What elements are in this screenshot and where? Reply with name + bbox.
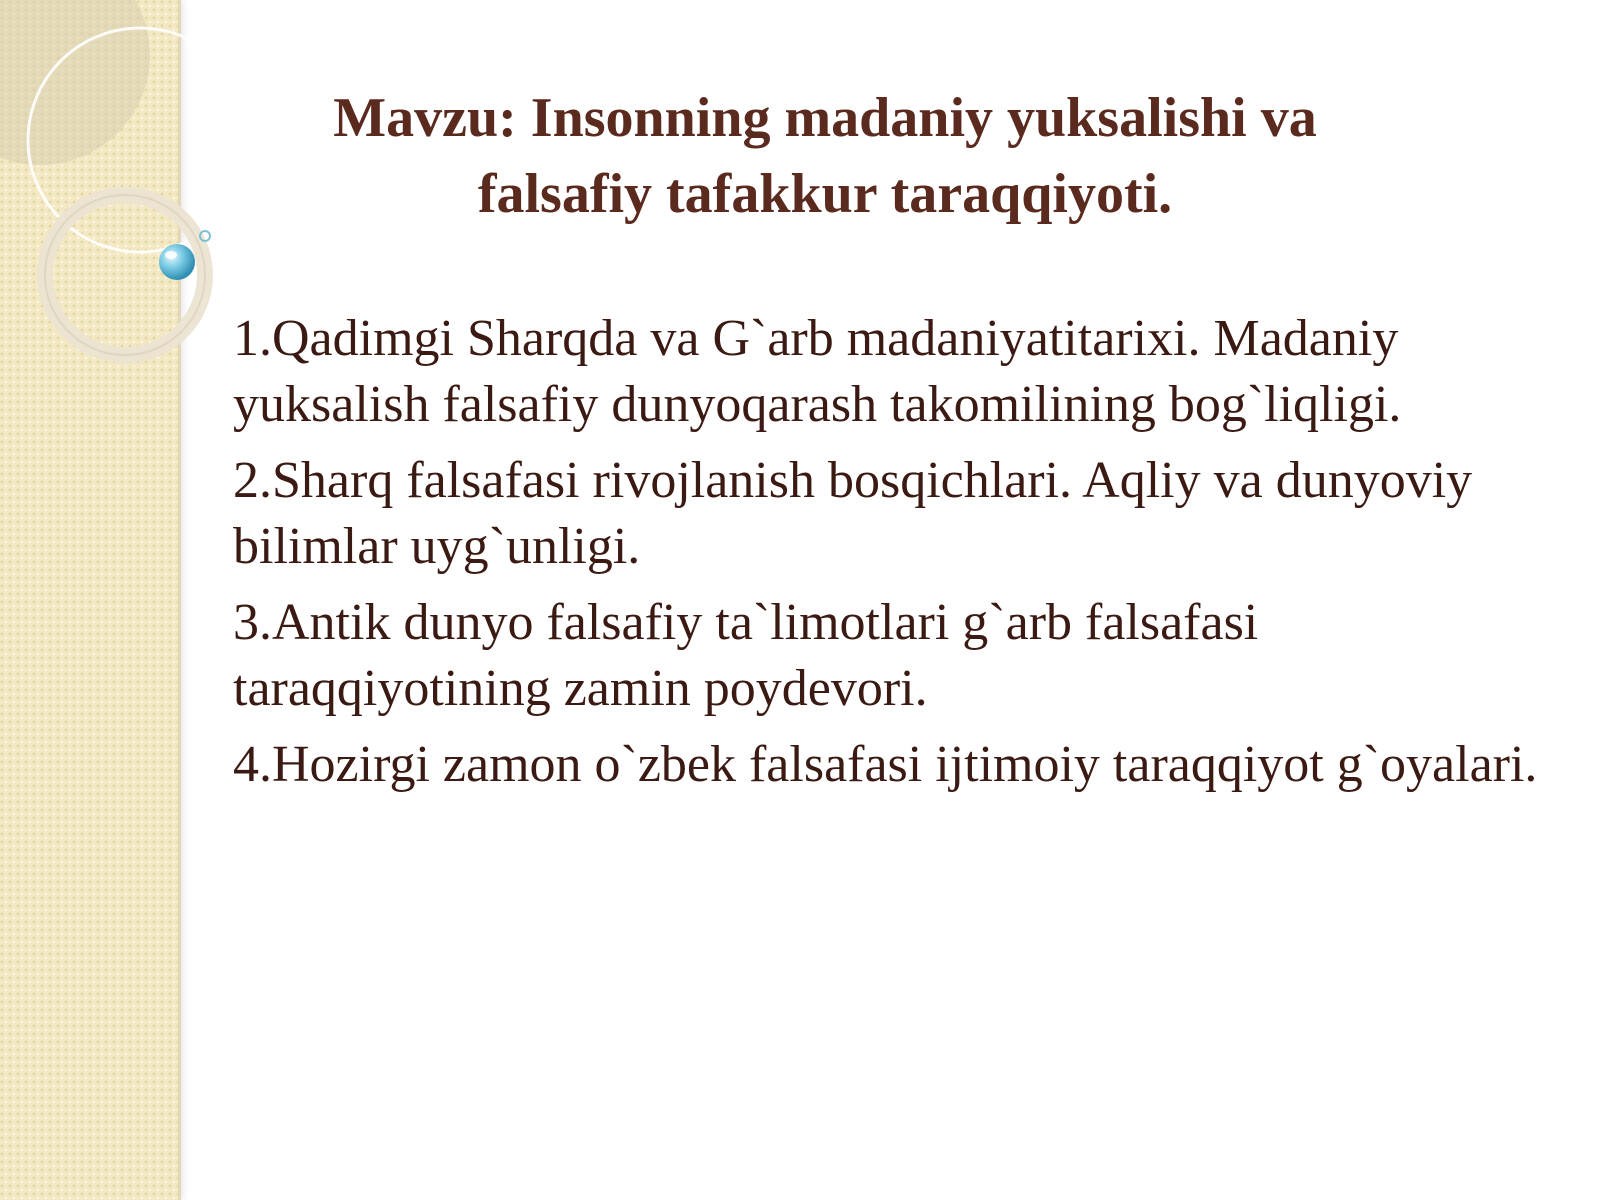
title-line-1: Mavzu: Insonning madaniy yuksalishi va xyxy=(333,87,1317,149)
topic-item-3: 3.Antik dunyo falsafiy ta`limotlari g`arb falsafasi taraqqiyotining zamin poydevori. xyxy=(233,594,1259,717)
side-panel-texture xyxy=(0,0,181,1200)
topic-list xyxy=(233,306,1573,808)
topic-item-1: 1.Qadimgi Sharqda va G`arb madaniyatitarixi. Madaniy yuksalish falsafiy dunyoqarash takomilining bog`liqligi. xyxy=(233,310,1402,433)
topic-item-4: 4.Hozirgi zamon o`zbek falsafasi ijtimoiy taraqqiyot g`oyalari. xyxy=(233,736,1538,793)
slide-title xyxy=(230,80,1420,232)
title-line-2: falsafiy tafakkur taraqqiyoti. xyxy=(477,163,1173,225)
topic-item-2: 2.Sharq falsafasi rivojlanish bosqichlari. Aqliy va dunyoviy bilimlar uyg`unligi. xyxy=(233,452,1473,575)
